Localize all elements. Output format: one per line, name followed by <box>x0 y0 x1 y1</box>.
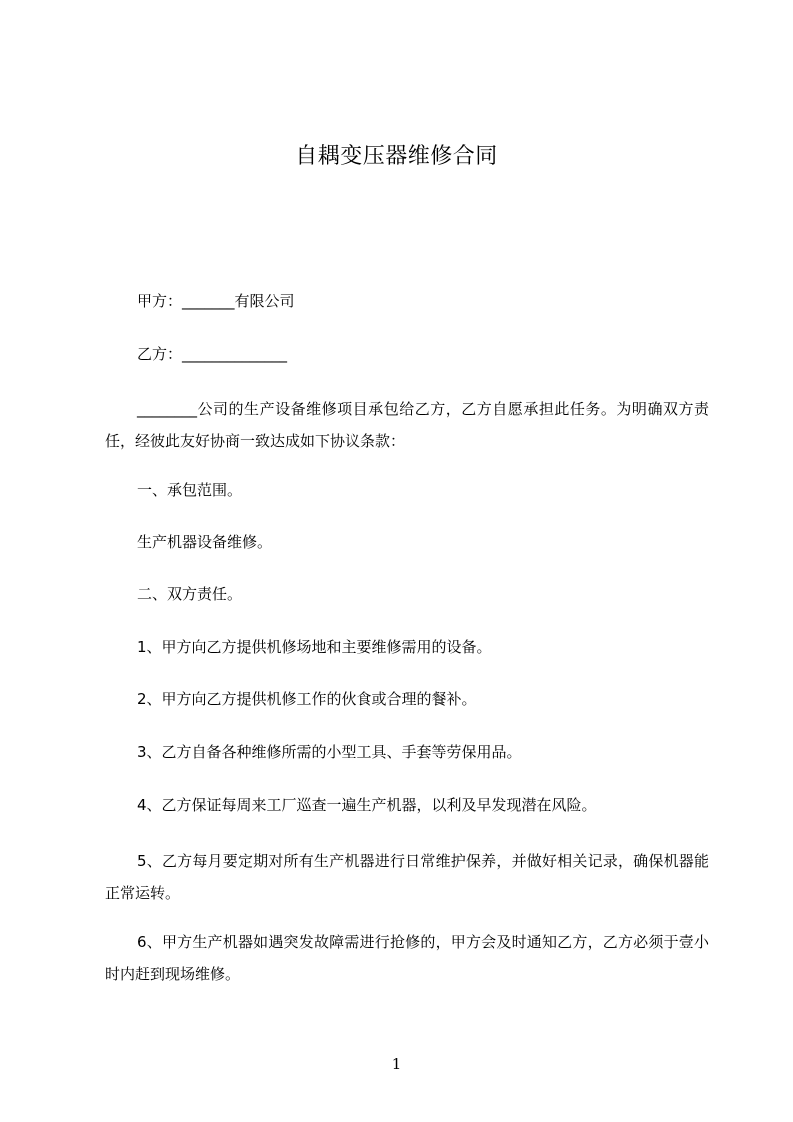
page-number: 1 <box>391 1055 402 1073</box>
clause-item-4: 4、乙方保证每周来工厂巡查一遍生产机器，以利及早发现潜在风险。 <box>137 796 597 814</box>
section-2-heading: 二、双方责任。 <box>137 585 243 603</box>
section-1-body: 生产机器设备维修。 <box>137 533 273 551</box>
clause-item-6: 6、甲方生产机器如遇突发故障需进行抢修的，甲方会及时通知乙方，乙方必须于壹小时内赶到现场维修。 <box>105 933 709 983</box>
clause-item-1: 1、甲方向乙方提供机修场地和主要维修需用的设备。 <box>137 638 492 656</box>
clause-item-5: 5、乙方每月要定期对所有生产机器进行日常维护保养，并做好相关记录，确保机器能正常运转。 <box>105 852 709 902</box>
party-b-line: 乙方：______________ <box>137 345 288 363</box>
contract-title: 自耦变压器维修合同 <box>295 144 498 169</box>
clause-item-3: 3、乙方自备各种维修所需的小型工具、手套等劳保用品。 <box>137 743 522 761</box>
section-1-heading: 一、承包范围。 <box>137 481 243 499</box>
intro-paragraph: ________公司的生产设备维修项目承包给乙方，乙方自愿承担此任务。为明确双方责任，经彼此友好协商一致达成如下协议条款： <box>105 400 709 450</box>
clause-item-2: 2、甲方向乙方提供机修工作的伙食或合理的餐补。 <box>137 690 477 708</box>
party-a-line: 甲方：_______有限公司 <box>137 292 295 310</box>
